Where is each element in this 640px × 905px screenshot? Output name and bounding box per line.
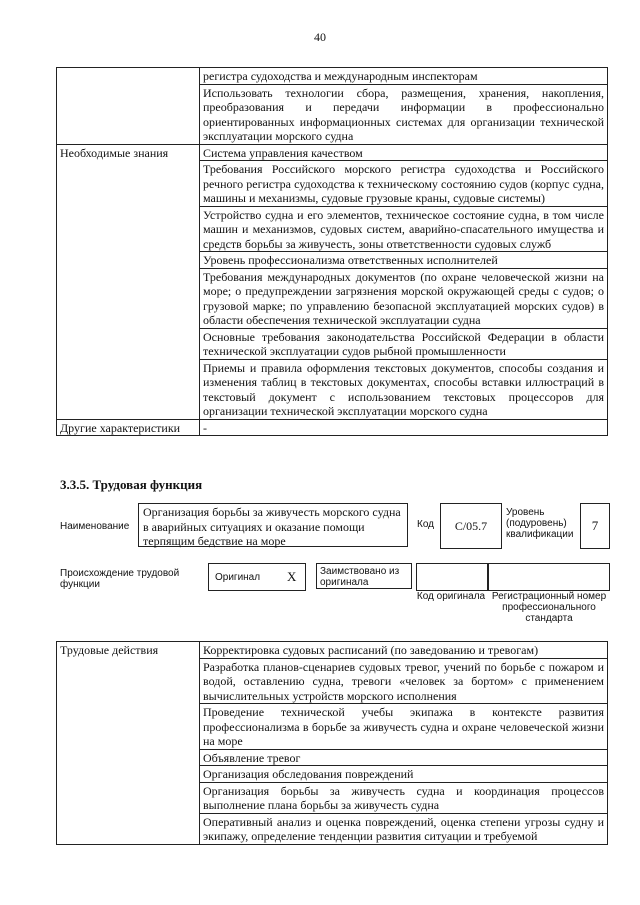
code-label: Код: [417, 519, 435, 530]
table-row: -: [200, 419, 608, 436]
level-value: 7: [580, 503, 610, 549]
section-title: 3.3.5. Трудовая функция: [60, 477, 203, 492]
function-name: Организация борьбы за живучесть морского судна в аварийных ситуациях и оказание помощи терпящим бедствие на море: [138, 503, 408, 547]
code-original-cell: [416, 563, 488, 591]
table-row: Уровень профессионализма ответственных исполнителей: [200, 252, 608, 269]
reg-number-cell: [488, 563, 610, 591]
table-row: Основные требования законодательства Российской Федерации в области технической эксплуатации судов рыбной промышленности: [200, 328, 608, 359]
original-label: Оригинал: [215, 572, 261, 583]
level-label: Уровень (подуровень) квалификации: [506, 507, 574, 540]
table-row: Корректировка судовых расписаний (по заведованию и тревогам): [200, 642, 608, 659]
row-label-actions: Трудовые действия: [57, 642, 200, 845]
name-label: Наименование: [60, 521, 130, 532]
page-number: 40: [314, 30, 326, 44]
function-code: C/05.7: [440, 503, 502, 549]
original-mark: X: [287, 569, 297, 584]
borrowed-cell: Заимствовано из оригинала: [316, 563, 412, 589]
reg-number-label: Регистрационный номер профессионального стандарта: [491, 591, 607, 624]
knowledge-table: [56, 67, 608, 436]
table-row: Требования международных документов (по охране человеческой жизни на море; о предупреждении загрязнения морской окружающей среды с судов; о грузовой марке; по управлению безопасной эксплуатацией морских судов) в области обеспечения технической эксплуатации судна: [200, 268, 608, 328]
code-original-label: Код оригинала: [416, 591, 486, 602]
row-label-knowledge: Необходимые знания: [57, 144, 200, 419]
table-row: регистра судоходства и международным инспекторам: [200, 68, 608, 85]
origin-label: Происхождение трудовой функции: [60, 568, 180, 590]
labor-actions-table: [56, 641, 608, 845]
table-row: Система управления качеством: [200, 144, 608, 161]
table-row: Объявление тревог: [200, 749, 608, 766]
table-row: Оперативный анализ и оценка повреждений, оценка степени угрозы судну и экипажу, определение тенденции развития ситуации и требуемой: [200, 813, 608, 844]
table-row: Проведение технической учебы экипажа в контексте развития профессионализма в борьбе за живучесть судна и охране человеческой жизни на море: [200, 704, 608, 750]
table-row: Организация борьбы за живучесть судна и координация процессов выполнение плана борьбы за живучесть судна: [200, 782, 608, 813]
table-row: Использовать технологии сбора, размещения, хранения, накопления, преобразования и передачи информации в профессионально ориентированных информационных системах для организации технической эксплуатации морского судна: [200, 84, 608, 144]
table-row: Разработка планов-сценариев судовых тревог, учений по борьбе с пожаром и водой, оставлению судна, тревоги «человек за бортом» с применением вычислительных устройств морского исполнения: [200, 658, 608, 704]
table-row: Требования Российского морского регистра судоходства и Российского речного регистра судоходства к техническому состоянию судов (корпус судна, машины и механизмы, судовые грузовые краны, судовые системы): [200, 161, 608, 207]
row-label-continued: [57, 68, 200, 145]
table-row: Приемы и правила оформления текстовых документов, способы создания и изменения таблиц в текстовых документах, способы вставки иллюстраций в текстовый документ с использованием текстовых процессоров для организации технической эксплуатации морского судна: [200, 359, 608, 419]
table-row: Устройство судна и его элементов, техническое состояние судна, в том числе машин и механизмов, судовых систем, аварийно-спасательного имущества и средств борьбы за живучесть, зоны ответственности судовых служб: [200, 206, 608, 252]
original-cell: [208, 563, 306, 591]
table-row: Организация обследования повреждений: [200, 766, 608, 783]
row-label-other: Другие характеристики: [57, 419, 200, 436]
